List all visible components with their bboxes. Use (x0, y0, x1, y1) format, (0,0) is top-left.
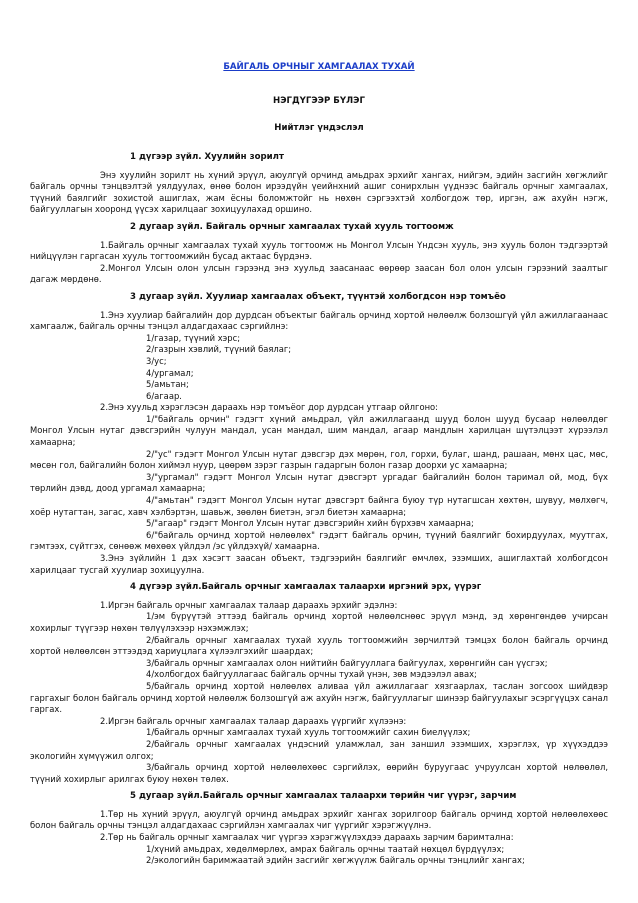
duty-item-2: 2/байгаль орчныг хамгаалах үндэсний уламжлал, зан заншил эзэмших, хэрэглэх, үр хүүхэддээ экологийн хүмүүжил олгох; (30, 738, 608, 761)
principle-item-2: 2/экологийн баримжаатай эдийн засгийг хөгжүүлж байгаль орчны тэнцлийг хангах; (146, 855, 525, 866)
duty-item-1: 1/байгаль орчныг хамгаалах тухай хууль тогтоомжийг сахин биелүүлэх; (146, 727, 471, 738)
right-item-3: 3/байгаль орчныг хамгаалах олон нийтийн байгууллага байгуулах, хөрөнгийн сан үүсгэх; (146, 657, 548, 668)
article-1-heading: 1 дүгээр зүйл. Хуулийн зорилт (130, 152, 284, 162)
article-4-paragraph-1: 1.Иргэн байгаль орчныг хамгаалах талаар дараахь эрхийг эдэлнэ: (100, 599, 398, 610)
article-4-paragraph-2: 2.Иргэн байгаль орчныг хамгаалах талаар дараахь үүргийг хүлээнэ: (100, 715, 407, 726)
article-3-paragraph-2: 2.Энэ хуульд хэрэглэсэн дараахь нэр томъёог дор дурдсан утгаар ойлгоно: (100, 402, 438, 413)
article-2-paragraph-2: 2.Монгол Улсын олон улсын гэрээнд энэ хуульд заасанаас өөрөөр заасан бол олон улсын гэрээний заалтыг дагаж мөрдөнө. (30, 262, 608, 285)
article-2-paragraph-1: 1.Байгаль орчныг хамгаалах тухай хууль тогтоомж нь Монгол Улсын Үндсэн хууль, энэ хууль болон тэдгээртэй нийцүүлэн гаргасан хууль тогтоомжийн бусад актаас бүрдэнэ. (30, 239, 608, 262)
duty-item-3: 3/байгаль орчинд хортой нөлөөлөхөөс сэргийлэх, өөрийн буруугаас учруулсан хортой нөлөөлөл, түүний хохирлыг арилгах буюу нөхөн төлөх. (30, 762, 608, 784)
article-5-heading: 5 дугаар зүйл.Байгаль орчныг хамгаалах талаархи төрийн чиг үүрэг, зарчим (130, 791, 517, 802)
article-4-heading: 4 дүгээр зүйл.Байгаль орчныг хамгаалах талаархи иргэний эрх, үүрэг (130, 582, 482, 593)
article-2-heading: 2 дугаар зүйл. Байгаль орчныг хамгаалах тухай хууль тогтоомж (130, 221, 454, 232)
definition-1: 1/"байгаль орчин" гэдэгт хүний амьдрал, үйл ажиллагаанд шууд болон шууд бусаар нөлөөлдөг Монгол Улсын нутаг дэвсгэрийн чулуун мандал, усан мандал, шим мандал, агаар мандлын харилцан шүтэлцээт хүрээлэл хамаарна; (30, 413, 608, 448)
definition-3: 3/"ургамал" гэдэгт Монгол Улсын нутаг дэвсгэрт ургадаг байгалийн болон таримал ой, мод, бүх төрлийн дэвд, доод ургамал хамаарна; (30, 471, 608, 494)
definition-2: 2/"ус" гэдэгт Монгол Улсын нутаг дэвсгэр дэх мөрөн, гол, горхи, булаг, шанд, рашаан, мөнх цас, мөс, мөсөн гол, байгалийн болон хиймэл нуур, цөөрөм зэрэг газрын гадаргын болон газар доорхи ус хамаарна; (30, 448, 608, 471)
list-item: 5/амьтан; (146, 379, 189, 390)
list-item: 6/агаар. (146, 390, 182, 401)
article-3-paragraph-3: 3.Энэ зүйлийн 1 дэх хэсэгт заасан объект, тэдгээрийн баялгийг өмчлөх, эзэмших, ашиглахтай холбогдсон харилцааг тусгай хуулиар зохицуулна. (30, 553, 608, 575)
list-item: 3/ус; (146, 355, 167, 366)
list-item: 4/ургамал; (146, 367, 194, 378)
right-item-5: 5/байгаль орчинд хортой нөлөөлөх аливаа үйл ажиллагааг хязгаарлах, таслан зогсоох шийдвэр гаргахыг болон байгаль орчинд хортой нөлөөлж болзошгүй аж ахуйн нэгж, байгууллагыг шинээр байгуулахыг эсэргүүцэх санал гаргах. (30, 680, 608, 715)
chapter-subtitle: Нийтлэг үндэслэл (274, 123, 364, 133)
definition-5: 5/"агаар" гэдэгт Монгол Улсын нутаг дэвсгэрийн хийн бүрхэвч хамаарна; (146, 518, 474, 529)
article-1-paragraph: Энэ хуулийн зорилт нь хүний эрүүл, аюулгүй орчинд амьдрах эрхийг хангах, нийгэм, эдийн засгийн хөгжлийг байгаль орчны тэнцвэлтэй уялдуулах, өнөө болон ирээдүйн үеийнхний ашиг сонирхлын үүднээс байгаль орчныг хамгаалах, түүний баялгийг зохистой ашиглах, жам ёсны боломжтойг нь нөхөн сэргээхтэй холбогдож төр, иргэн, аж ахуйн нэгж, байгууллагын хооронд үүсэх харилцааг зохицуулахад оршино. (30, 169, 608, 215)
right-item-2: 2/байгаль орчныг хамгаалах тухай хууль тогтоомжийн зөрчилтэй тэмцэх болон байгаль орчинд хортой нөлөөлсөн эттээдэд хариуцлага хүлээлгэхийг шаардах; (30, 634, 608, 657)
chapter-title: НЭГДҮГЭЭР БҮЛЭГ (273, 96, 365, 106)
right-item-4: 4/холбогдох байгууллагаас байгаль орчны тухай үнэн, зөв мэдээлэл авах; (146, 669, 477, 680)
list-item: 1/газар, түүний хэрс; (146, 332, 241, 343)
document-title: БАЙГАЛЬ ОРЧНЫГ ХАМГААЛАХ ТУХАЙ (223, 62, 415, 72)
article-5-paragraph-1: 1.Төр нь хүний эрүүл, аюулгүй орчинд амьдрах эрхийг хангах зорилгоор байгаль орчинд хортой нөлөөлөхөөс болон байгаль орчны тэнцэл алдагдахаас сэргийлэн хамгаалах чиг үүргийг хэрэгжүүлнэ. (30, 808, 608, 831)
article-3-paragraph-1: 1.Энэ хуулиар байгалийн дор дурдсан объектыг байгаль орчинд хортой нөлөөлж болзошгүй үйл ажиллагаанаас хамгаалж, байгаль орчны тэнцэл алдагдахаас сэргийлнэ: (30, 309, 608, 332)
list-item: 2/газрын хэвлий, түүний баялаг; (146, 344, 292, 355)
article-5-paragraph-2: 2.Төр нь байгаль орчныг хамгаалах чиг үүргээ хэрэгжүүлэхдээ дараахь зарчим баримтална: (100, 832, 514, 843)
document-body (30, 152, 608, 867)
article-3-heading: 3 дугаар зүйл. Хуулиар хамгаалах объект, түүнтэй холбогдсон нэр томъёо (130, 291, 506, 302)
definition-4: 4/"амьтан" гэдэгт Монгол Улсын нутаг дэвсгэрт байнга буюу түр нутагшсан хөхтөн, шувуу, мөлхөгч, хоёр нутагтан, загас, хавч хэлбэртэн, шавьж, зөөлөн биетэн, эгэл биетэн хамаарна; (30, 495, 608, 517)
right-item-1: 1/эм бүрүүтэй эттээд байгаль орчинд хортой нөлөөлснөөс эрүүл мэнд, эд хөрөнгөндөө учирсан хохирлыг түүгээр нөхөн төлүүлэхээр нэхэмжлэх; (30, 611, 608, 633)
principle-item-1: 1/хүний амьдрах, хөдөлмөрлөх, амрах байгаль орчны таатай нөхцөл бүрдүүлэх; (146, 843, 505, 854)
definition-6: 6/"байгаль орчинд хортой нөлөөлөх" гэдэгт байгаль орчин, түүний баялгийг бохирдуулах, муутгах, гэмтээх, сүйтгэх, сөнөөж мөхөөх үйлдэл /эс үйлдэхүй/ хамаарна. (30, 529, 608, 552)
